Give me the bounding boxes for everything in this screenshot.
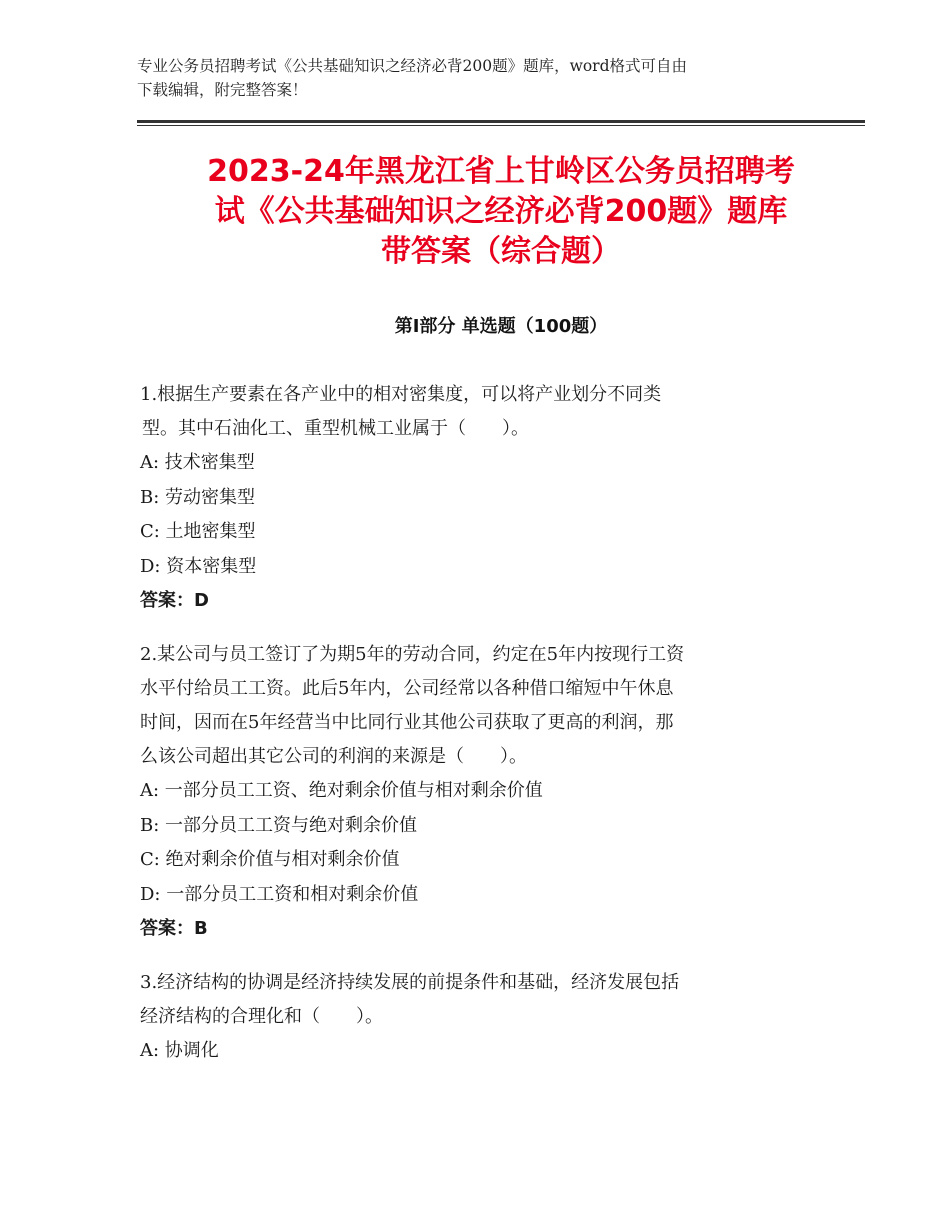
question-list — [140, 378, 820, 1089]
title-line-3: 带答案（综合题） — [381, 234, 621, 269]
stem-line: 3.经济结构的协调是经济持续发展的前提条件和基础，经济发展包括 — [140, 972, 680, 993]
stem-line: 1.根据生产要素在各产业中的相对密集度，可以将产业划分不同类 — [140, 384, 662, 405]
header-note-line-2: 下载编辑，附完整答案！ — [137, 81, 308, 99]
header-divider-thin — [137, 125, 865, 126]
answer-label: 答案：B — [140, 918, 208, 939]
option-d: D: 一部分员工工资和相对剩余价值 — [140, 883, 419, 905]
stem-line: 水平付给员工工资。此后5年内，公司经常以各种借口缩短中午休息 — [140, 678, 674, 699]
option-b: B: 一部分员工工资与绝对剩余价值 — [140, 814, 418, 836]
stem-line: 2.某公司与员工签订了为期5年的劳动合同，约定在5年内按现行工资 — [140, 644, 685, 665]
option-a: A: 一部分员工工资、绝对剩余价值与相对剩余价值 — [140, 780, 543, 801]
question-3 — [140, 966, 820, 1069]
stem-line: 么该公司超出其它公司的利润的来源是（ ）。 — [140, 746, 527, 767]
option-d: D: 资本密集型 — [140, 555, 257, 577]
document-title — [137, 152, 865, 272]
header-divider-thick — [137, 120, 865, 123]
section-heading: 第Ⅰ部分 单选题（100题） — [394, 316, 608, 337]
stem-line: 经济结构的合理化和（ ）。 — [140, 1006, 383, 1027]
stem-line: 型。其中石油化工、重型机械工业属于（ ）。 — [142, 418, 529, 439]
question-stem — [140, 638, 820, 774]
title-line-1: 2023-24年黑龙江省上甘岭区公务员招聘考 — [207, 154, 795, 189]
option-a: A: 技术密集型 — [140, 452, 255, 473]
option-c: C: 土地密集型 — [140, 521, 256, 542]
stem-line: 时间，因而在5年经营当中比同行业其他公司获取了更高的利润，那 — [140, 712, 674, 733]
option-b: B: 劳动密集型 — [140, 486, 256, 508]
question-stem — [140, 378, 820, 446]
question-stem — [140, 966, 820, 1034]
title-line-2: 试《公共基础知识之经济必背200题》题库 — [214, 194, 788, 229]
option-a: A: 协调化 — [140, 1040, 219, 1061]
option-c: C: 绝对剩余价值与相对剩余价值 — [140, 849, 400, 870]
question-1 — [140, 378, 820, 618]
question-2 — [140, 638, 820, 946]
answer-label: 答案：D — [140, 590, 209, 611]
header-note-line-1: 专业公务员招聘考试《公共基础知识之经济必背200题》题库，word格式可自由 — [137, 57, 688, 75]
header-note — [137, 54, 817, 102]
